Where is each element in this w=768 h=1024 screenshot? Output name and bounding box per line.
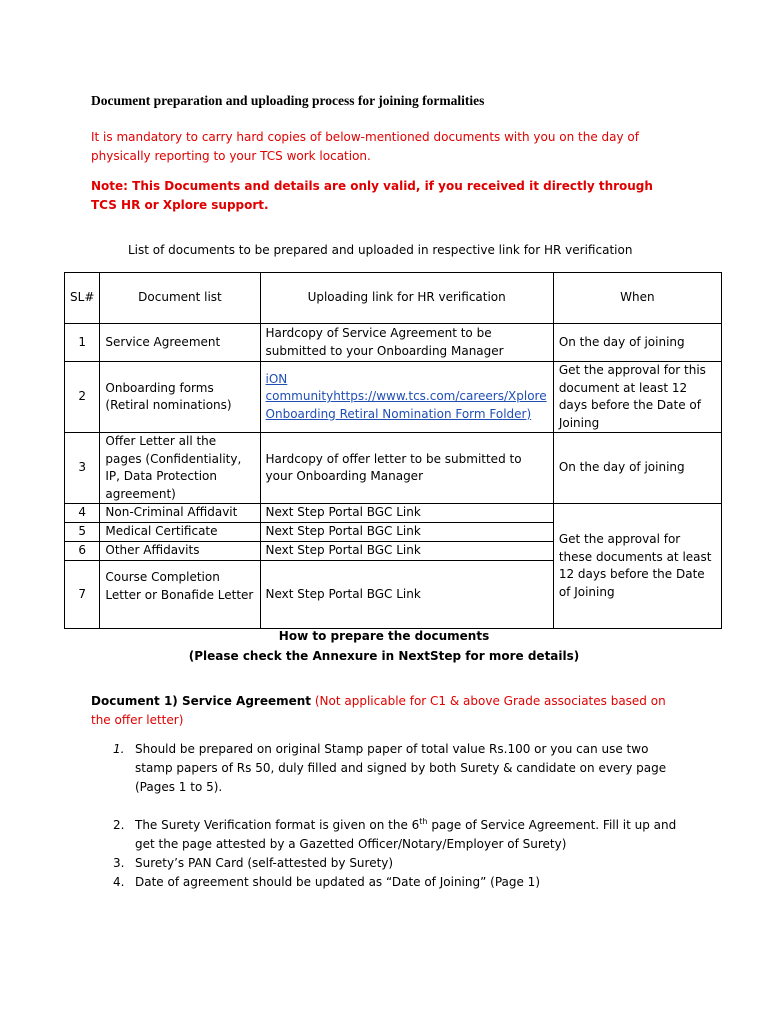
documents-table: [64, 272, 722, 629]
table-row: [65, 504, 722, 523]
row-sl: 6: [65, 542, 100, 561]
table-row: [65, 324, 722, 362]
row-when: Get the approval for this document at least 12 days before the Date of Joining: [553, 362, 721, 433]
row-link: [260, 362, 553, 433]
list-item: 4. Date of agreement should be updated as “Date of Joining” (Page 1): [113, 875, 540, 889]
row-sl: 7: [65, 561, 100, 629]
row-sl: 4: [65, 504, 100, 523]
row-link: Next Step Portal BGC Link: [260, 561, 553, 629]
row-sl: 2: [65, 362, 100, 433]
row-link: Next Step Portal BGC Link: [260, 542, 553, 561]
table-caption: List of documents to be prepared and uploaded in respective link for HR verification: [128, 243, 633, 257]
page-title: Document preparation and uploading process for joining formalities: [91, 93, 485, 108]
row-sl: 5: [65, 523, 100, 542]
merged-when-cell: Get the approval for these documents at least 12 days before the Date of Joining: [553, 504, 721, 629]
service-agreement-steps: [91, 740, 681, 892]
row-link: Next Step Portal BGC Link: [260, 504, 553, 523]
table-row: [65, 433, 722, 504]
list-item: 2. The Surety Verification format is given on the 6th page of Service Agreement. Fill it up and get the page attested by a Gazetted Officer/Notary/Employer of Surety): [113, 817, 677, 851]
row-link: Hardcopy of Service Agreement to be submitted to your Onboarding Manager: [260, 324, 553, 362]
header-when: When: [553, 273, 721, 324]
header-sl: SL#: [65, 273, 100, 324]
row-when: On the day of joining: [553, 324, 721, 362]
list-item: 1. Should be prepared on original Stamp paper of total value Rs.100 or you can use two stamp papers of Rs 50, duly filled and signed by both Surety & candidate on every page (Pages 1 to 5).: [113, 742, 667, 794]
table-row: [65, 362, 722, 433]
header-document-list: Document list: [100, 273, 260, 324]
row-document: Other Affidavits: [100, 542, 260, 561]
row-link: Next Step Portal BGC Link: [260, 523, 553, 542]
ion-community-link[interactable]: iON communityhttps://www.tcs.com/careers/Xplore Onboarding Retiral Nomination Form Folder): [265, 371, 547, 421]
row-document: Service Agreement: [100, 324, 260, 362]
row-sl: 1: [65, 324, 100, 362]
row-document: Non-Criminal Affidavit: [100, 504, 260, 523]
mandatory-notice: It is mandatory to carry hard copies of below-mentioned documents with you on the day of physically reporting to your TCS work location.: [91, 130, 639, 163]
row-when: On the day of joining: [553, 433, 721, 504]
howto-heading: [0, 626, 768, 666]
row-link: Hardcopy of offer letter to be submitted to your Onboarding Manager: [260, 433, 553, 504]
table-header-row: [65, 273, 722, 324]
howto-line2: (Please check the Annexure in NextStep for more details): [188, 649, 580, 663]
row-document: Onboarding forms (Retiral nominations): [100, 362, 260, 433]
list-item: 3. Surety’s PAN Card (self-attested by Surety): [113, 856, 394, 870]
document-1-heading: [91, 692, 681, 730]
document-1-note: (Not applicable for C1 & above Grade associates based on the offer letter): [91, 694, 666, 727]
validity-note: Note: This Documents and details are only valid, if you received it directly through TCS HR or Xplore support.: [91, 179, 653, 212]
document-1-label: Document 1) Service Agreement: [91, 694, 312, 708]
row-sl: 3: [65, 433, 100, 504]
row-document: Course Completion Letter or Bonafide Letter: [100, 561, 260, 629]
row-document: Medical Certificate: [100, 523, 260, 542]
howto-line1: How to prepare the documents: [278, 629, 490, 643]
row-document: Offer Letter all the pages (Confidentiality, IP, Data Protection agreement): [100, 433, 260, 504]
header-upload-link: Uploading link for HR verification: [260, 273, 553, 324]
